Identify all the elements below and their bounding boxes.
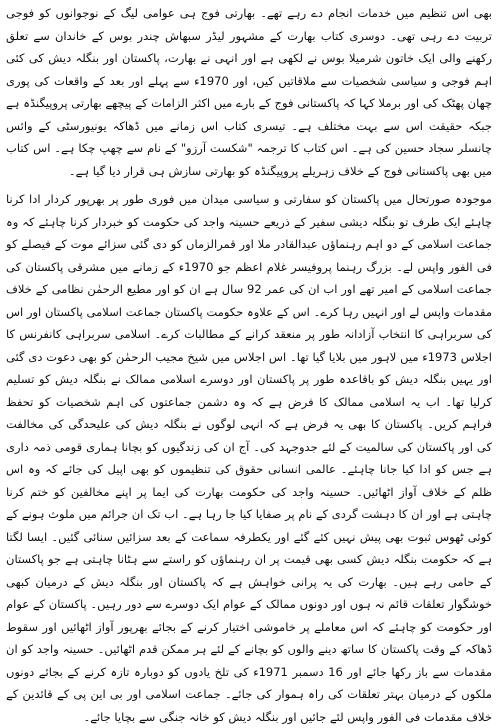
article-paragraph-2: موجودہ صورتحال میں پاکستان کو سفارتی و سیاسی میدان میں فوری طور پر بھرپور کردار ادا کرنا چاہئے ایک طرف تو بنگلہ دیشی سفیر کے ذریعے حسینہ واجد کی حکومت کو خبردار کرنا چاہئے کہ وہ جماعت اسلامی کے دو اہم رہنماؤں عبدالقادر ملا اور قمرالزماں کو دی گئی سزائے موت کے فیصلے کو فی الفور واپس لے۔ بزرگ رہنما پروفیسر غلام اعظم جو 1970ء کے زمانے میں مشرقی پاکستان کی جماعت اسلامی کے امیر تھے اور اب ان کی عمر 92 سال ہے ان کو اور مطیع الرحمٰن نظامی کے خلاف مقدمات واپس لے اور انہیں رہا کرے۔ اس کے علاوہ حکومت پاکستان جماعت اسلامی پاکستان اور اس کی سربراہی کا انتخاب آزادانہ طور پر منعقد کرانے کے مطالبات کرے۔ اسلامی سربراہی کانفرنس کا اجلاس 1973ء میں لاہور میں بلایا گیا تھا۔ اس اجلاس میں شیخ مجیب الرحمٰن کو بھی دعوت دی گئی اور یہیں بنگلہ دیش کو باقاعدہ طور پر پاکستان اور دوسرے اسلامی ممالک نے بنگلہ دیش کو تسلیم کرلیا تھا۔ اب یہ اسلامی ممالک کا فرض ہے کہ وہ دشمن جماعتوں کی اہم شخصیات کو تحفظ فراہم کریں۔ پاکستان کا بھی یہ فرض ہے کہ انہی لوگوں نے بنگلہ دیش کی علیحدگی کی مخالفت کی اور پاکستان کی سالمیت کے لئے جدوجہد کی۔ آج ان کی زندگیوں کو بچانا ہماری قومی ذمہ داری ہے جس کو ادا کیا جانا چاہئے۔ عالمی انسانی حقوق کی تنظیموں کو بھی اپیل کی جائے کہ وہ اس ظلم کے خلاف آواز اٹھائیں۔ حسینہ واجد کی حکومت بھارت کی ایما پر اپنے مخالفین کو ختم کرنا چاہتی ہے اور ان کا دہشت گردی کے نام پر صفایا کیا جا رہا ہے۔ اب تک ان جرائم میں ملوث ہونے کے کوئی ٹھوس ثبوت بھی پیش نہیں کئے گئے اور یکطرفہ سماعت کے بعد سزائیں سنائی گئیں۔ ایسا لگتا ہے کہ حکومت بنگلہ دیش کسی بھی قیمت پر ان رہنماؤں کو راستے سے ہٹانا چاہتی ہے جو پاکستان کے حامی رہے ہیں۔ بھارت کی یہ پرانی خواہش ہے کہ پاکستان اور بنگلہ دیش کے درمیان کبھی خوشگوار تعلقات قائم نہ ہوں اور دونوں ممالک کے عوام ایک دوسرے سے دور رہیں۔ پاکستان کے عوام اور حکومت کو چاہئے کہ اس معاملے پر خاموشی اختیار کرنے کے بجائے بھرپور آواز اٹھائیں اور سقوط ڈھاکہ کے وقت پاکستان کا ساتھ دینے والوں کو بچانے کے لئے ہر ممکن قدم اٹھائیں۔ حسینہ واجد کو ان مقدمات سے باز رکھا جائے اور 16 دسمبر 1971ء کی تلخ یادوں کو دوبارہ تازہ کرنے کے بجائے دونوں ملکوں کے درمیان بہتر تعلقات کی راہ ہموار کی جائے۔ جماعت اسلامی اور بی این پی کے قائدین کے خلاف مقدمات فی الفور واپس لئے جائیں اور بنگلہ دیش کو خانہ جنگی سے بچایا جائے۔ <box>6 192 493 724</box>
article-paragraph-1: بھی اس تنظیم میں خدمات انجام دے رہے تھے۔ بھارتی فوج ہی عوامی لیگ کے نوجوانوں کو فوجی تربیت دے رہی تھی۔ دوسری کتاب بھارت کے مشہور لیڈر سبھاش چندر بوس کے خاندان سے تعلق رکھنے والی ایک خاتون شرمیلا بوس نے لکھی ہے اور انہی نے بھارت، پاکستان اور بنگلہ دیش کی کئی اہم فوجی و سیاسی شخصیات سے ملاقاتیں کیں، اور 1970ء سے پہلے اور بعد کے واقعات کی پوری چھان پھٹک کی اور برملا کہا کہ پاکستانی فوج کے بارے میں اکثر الزامات کے پیچھے بھارتی پروپیگنڈہ ہے جبکہ حقیقت اس سے بہت مختلف ہے۔ تیسری کتاب اس زمانے میں ڈھاکہ یونیورسٹی کے وائس چانسلر سجاد حسین کی ہے۔ اس کتاب کا ترجمہ "شکست آرزو" کے نام سے چھپ چکا ہے۔ اس کتاب میں بھی پاکستانی فوج کے خلاف زہریلے پروپیگنڈہ کو بھارتی سازش ہی قرار دیا گیا ہے۔ <box>6 6 492 178</box>
